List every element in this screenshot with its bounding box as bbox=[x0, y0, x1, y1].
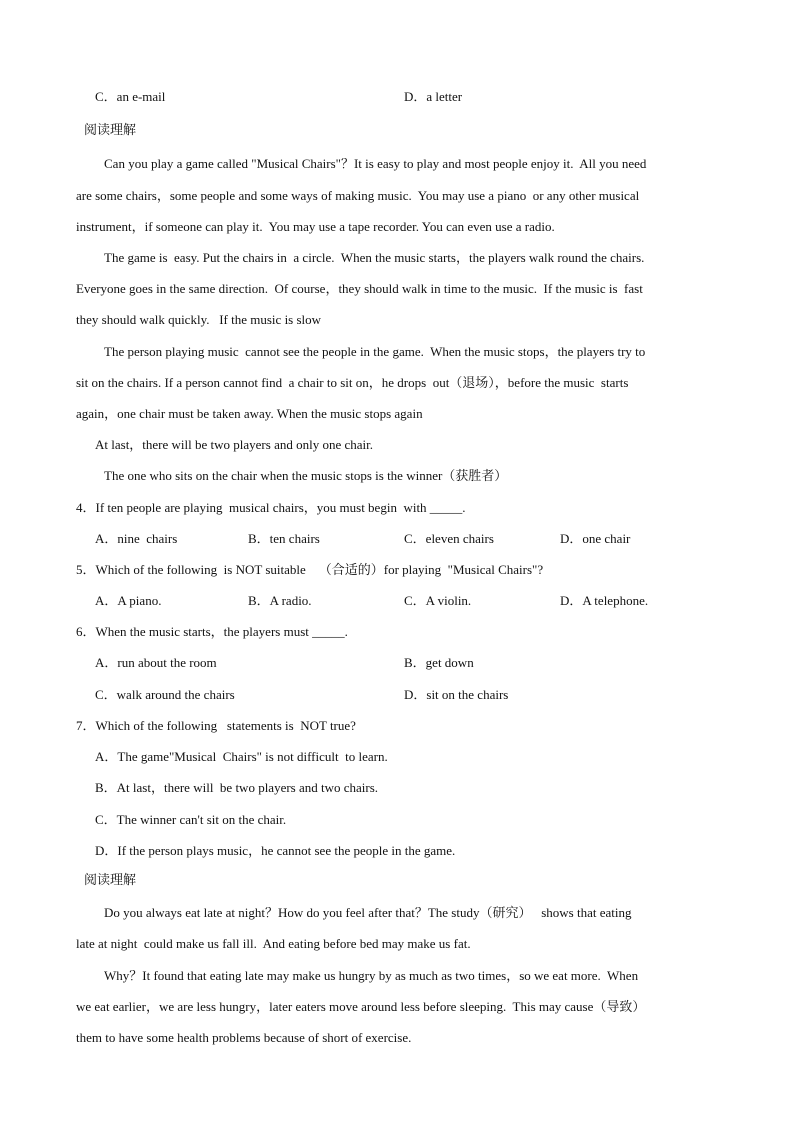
answer-option[interactable]: C．walk around the chairs bbox=[95, 687, 235, 702]
passage-line: Everyone goes in the same direction. Of course，they should walk in time to the music. If the music is fast bbox=[76, 281, 643, 296]
answer-option[interactable]: A．nine chairs bbox=[95, 531, 178, 546]
answer-option[interactable]: B．At last，there will be two players and two chairs. bbox=[95, 780, 379, 795]
answer-option[interactable]: A．run about the room bbox=[95, 655, 217, 670]
question-stem: 6．When the music starts，the players must _____. bbox=[76, 624, 348, 639]
section-heading-reading: 阅读理解 bbox=[84, 123, 137, 138]
answer-option[interactable]: B．A radio. bbox=[248, 593, 312, 608]
passage-line: Can you play a game called "Musical Chairs"？It is easy to play and most people enjoy it. All you need bbox=[104, 156, 647, 171]
answer-option[interactable]: C．eleven chairs bbox=[404, 531, 494, 546]
answer-option[interactable]: D．A telephone. bbox=[560, 593, 649, 608]
passage-line: At last，there will be two players and only one chair. bbox=[95, 437, 373, 452]
passage-line: them to have some health problems because of short of exercise. bbox=[76, 1030, 412, 1045]
section-heading-reading: 阅读理解 bbox=[84, 873, 137, 888]
option-d[interactable]: D．a letter bbox=[404, 89, 463, 104]
passage-line: The one who sits on the chair when the music stops is the winner（获胜者） bbox=[104, 468, 508, 483]
passage-line: we eat earlier，we are less hungry，later eaters move around less before sleeping. This may cause（导致） bbox=[76, 999, 646, 1014]
passage-line: Do you always eat late at night？How do you feel after that？The study（研究） shows that eating bbox=[104, 905, 632, 920]
passage-line: they should walk quickly. If the music is slow bbox=[76, 312, 322, 327]
answer-option[interactable]: A．The game"Musical Chairs" is not difficult to learn. bbox=[95, 749, 388, 764]
passage-line: late at night could make us fall ill. And eating before bed may make us fat. bbox=[76, 936, 471, 951]
answer-option[interactable]: D．one chair bbox=[560, 531, 631, 546]
answer-option[interactable]: D．If the person plays music，he cannot see the people in the game. bbox=[95, 843, 456, 858]
passage-line: instrument，if someone can play it. You may use a tape recorder. You can even use a radio. bbox=[76, 219, 555, 234]
passage-line: The person playing music cannot see the people in the game. When the music stops，the players try to bbox=[104, 344, 646, 359]
passage-line: sit on the chairs. If a person cannot find a chair to sit on，he drops out（退场），before the music starts bbox=[76, 375, 629, 390]
passage-line: The game is easy. Put the chairs in a circle. When the music starts，the players walk round the chairs. bbox=[104, 250, 645, 265]
passage-line: are some chairs，some people and some ways of making music. You may use a piano or any other musical bbox=[76, 188, 640, 203]
option-c[interactable]: C．an e-mail bbox=[95, 89, 166, 104]
question-stem: 5．Which of the following is NOT suitable （合适的）for playing "Musical Chairs"? bbox=[76, 562, 544, 577]
answer-option[interactable]: B．ten chairs bbox=[248, 531, 320, 546]
answer-option[interactable]: D．sit on the chairs bbox=[404, 687, 509, 702]
passage-line: again，one chair must be taken away. When the music stops again bbox=[76, 406, 423, 421]
answer-option[interactable]: C．A violin. bbox=[404, 593, 472, 608]
passage-line: Why？It found that eating late may make us hungry by as much as two times，so we eat more. When bbox=[104, 968, 639, 983]
answer-option[interactable]: B．get down bbox=[404, 655, 474, 670]
question-stem: 4．If ten people are playing musical chairs，you must begin with _____. bbox=[76, 500, 466, 515]
answer-option[interactable]: C．The winner can't sit on the chair. bbox=[95, 812, 287, 827]
answer-option[interactable]: A．A piano. bbox=[95, 593, 162, 608]
question-stem: 7．Which of the following statements is NOT true? bbox=[76, 718, 356, 733]
